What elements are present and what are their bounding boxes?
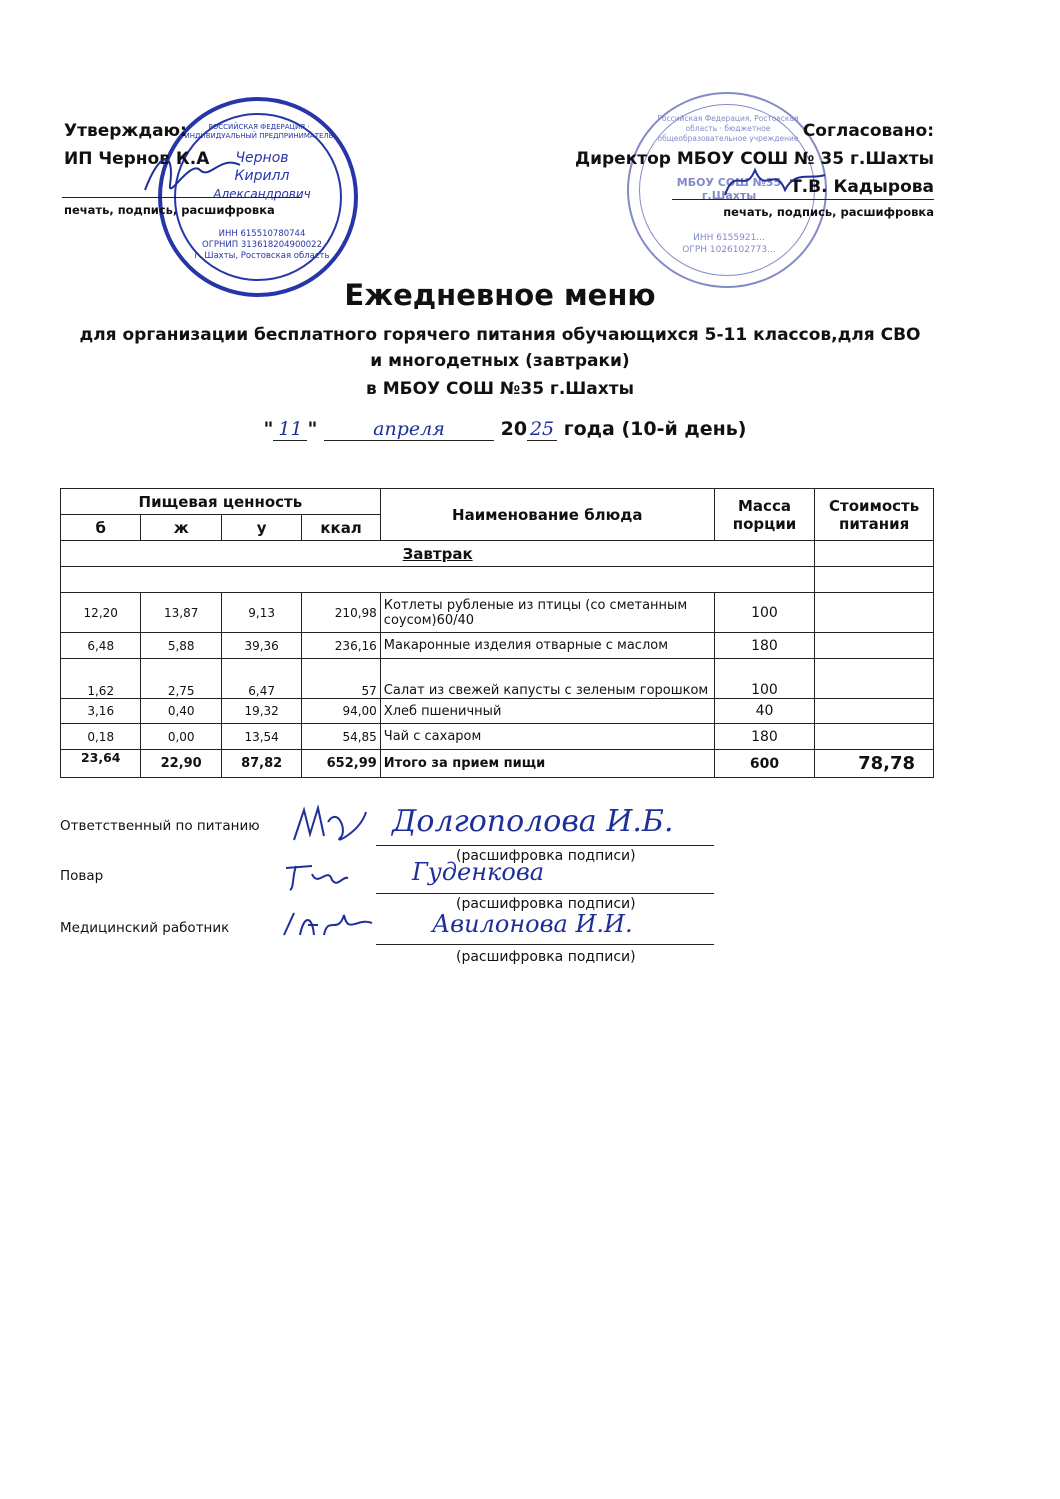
subtitle-line1: для организации бесплатного горячего питания обучающихся 5-11 классов,для СВО xyxy=(79,325,921,345)
cell-b: 3,16 xyxy=(61,699,141,724)
responsible-handwritten: Долгополова И.Б. xyxy=(392,804,674,839)
header-cost-line1: Стоимость xyxy=(829,496,920,515)
cell-mass: 180 xyxy=(714,633,815,659)
responsible-signature xyxy=(290,802,370,847)
cell-dish: Котлеты рубленые из птицы (со сметанным соусом)60/40 xyxy=(380,593,714,633)
subtitle-line3: в МБОУ СОШ №35 г.Шахты xyxy=(366,379,634,399)
total-zh: 22,90 xyxy=(141,750,221,778)
date-tail: года (10-й день) xyxy=(563,418,747,440)
stamp-left-line3: Александрович xyxy=(213,187,311,201)
cook-line xyxy=(376,893,714,894)
header-b: б xyxy=(61,515,141,541)
cell-mass: 40 xyxy=(714,699,815,724)
agree-signature xyxy=(720,160,830,205)
header-cost xyxy=(815,489,934,541)
responsible-label: Ответственный по питанию xyxy=(60,818,260,834)
date-year-prefix: 20 xyxy=(500,418,528,440)
stamp-left-line1: Чернов xyxy=(235,150,289,166)
date-quote-open: " xyxy=(263,418,274,440)
cell-b: 6,48 xyxy=(61,633,141,659)
stamp-left-line2: Кирилл xyxy=(234,168,290,184)
cell-cost xyxy=(815,699,934,724)
header-kcal: ккал xyxy=(302,515,380,541)
cell-kcal: 94,00 xyxy=(302,699,380,724)
cell-b: 1,62 xyxy=(61,659,141,699)
cell-b: 12,20 xyxy=(61,593,141,633)
medic-label: Медицинский работник xyxy=(60,920,230,936)
cell-zh: 0,00 xyxy=(141,724,221,750)
header-mass-line1: Масса xyxy=(738,496,791,515)
cell-cost xyxy=(815,659,934,699)
page-title: Ежедневное меню xyxy=(344,278,656,312)
agree-title: Согласовано: xyxy=(802,121,934,141)
total-kcal: 652,99 xyxy=(302,750,380,778)
stamp-right-ogrn: ОГРН 1026102773... xyxy=(682,245,776,255)
header-dish-name: Наименование блюда xyxy=(380,489,714,541)
approve-title: Утверждаю: xyxy=(64,121,187,141)
cell-dish: Салат из свежей капусты с зеленым горошком xyxy=(380,659,714,699)
header-zh: ж xyxy=(141,515,221,541)
cell-cost xyxy=(815,593,934,633)
cell-zh: 13,87 xyxy=(141,593,221,633)
cell-cost xyxy=(815,633,934,659)
agree-position: Директор МБОУ СОШ № 35 г.Шахты xyxy=(574,149,934,169)
cell-mass: 100 xyxy=(714,593,815,633)
cook-signature xyxy=(282,858,352,893)
cell-b: 0,18 xyxy=(61,724,141,750)
cell-dish: Хлеб пшеничный xyxy=(380,699,714,724)
responsible-line xyxy=(376,845,714,846)
total-cost: 78,78 xyxy=(815,750,934,778)
empty-row xyxy=(61,567,815,593)
table-row xyxy=(61,699,934,724)
medic-caption: (расшифровка подписи) xyxy=(456,949,636,965)
header-u: у xyxy=(221,515,301,541)
stamp-left-inn: ИНН 615510780744 xyxy=(218,229,306,239)
total-label: Итого за прием пищи xyxy=(380,750,714,778)
subtitle-line2: и многодетных (завтраки) xyxy=(370,351,630,371)
stamp-left-ogrn: ОГРНИП 313618204900022 xyxy=(202,240,322,250)
empty-cell xyxy=(815,567,934,593)
total-b: 23,64 xyxy=(61,750,141,778)
cell-cost xyxy=(815,724,934,750)
header-mass-line2: порции xyxy=(732,514,797,533)
header-cost-line2: питания xyxy=(839,514,910,533)
responsible-caption: (расшифровка подписи) xyxy=(456,848,636,864)
cell-zh: 5,88 xyxy=(141,633,221,659)
medic-line xyxy=(376,944,714,945)
cell-mass: 100 xyxy=(714,659,815,699)
cell-dish: Чай с сахаром xyxy=(380,724,714,750)
date-day: 11 xyxy=(273,418,307,441)
cell-kcal: 236,16 xyxy=(302,633,380,659)
header-mass xyxy=(714,489,815,541)
empty-cell xyxy=(815,541,934,567)
approve-caption: печать, подпись, расшифровка xyxy=(64,203,275,217)
cell-kcal: 210,98 xyxy=(302,593,380,633)
cell-u: 9,13 xyxy=(221,593,301,633)
cell-u: 19,32 xyxy=(221,699,301,724)
menu-table xyxy=(60,488,934,778)
stamp-right-inn: ИНН 6155921... xyxy=(693,233,765,243)
approve-signature xyxy=(140,140,250,210)
date-month: апреля xyxy=(324,418,494,441)
total-mass: 600 xyxy=(714,750,815,778)
stamp-right-center: МБОУ СОШ №35 г.Шахты xyxy=(676,176,782,202)
table-row xyxy=(61,659,934,699)
cell-zh: 0,40 xyxy=(141,699,221,724)
cook-label: Повар xyxy=(60,868,104,884)
cell-mass: 180 xyxy=(714,724,815,750)
stamp-right-outer: Российская Федерация, Ростовская область · бюджетное общеобразовательное учреждение xyxy=(657,114,799,143)
date-quote-close: " xyxy=(307,418,318,440)
stamp-left-outer: РОССИЙСКАЯ ФЕДЕРАЦИЯ · ИНДИВИДУАЛЬНЫЙ ПРЕДПРИНИМАТЕЛЬ xyxy=(184,123,334,140)
cell-kcal: 57 xyxy=(302,659,380,699)
cell-zh: 2,75 xyxy=(141,659,221,699)
medic-handwritten: Авилонова И.И. xyxy=(432,910,633,938)
date-line xyxy=(0,418,1010,441)
cell-u: 13,54 xyxy=(221,724,301,750)
date-year-suffix: 25 xyxy=(527,418,557,441)
cell-u: 6,47 xyxy=(221,659,301,699)
cell-u: 39,36 xyxy=(221,633,301,659)
approve-name: ИП Чернов К.А xyxy=(64,149,210,169)
cell-dish: Макаронные изделия отварные с маслом xyxy=(380,633,714,659)
agree-caption: печать, подпись, расшифровка xyxy=(723,205,934,219)
medic-signature xyxy=(278,905,378,943)
cook-caption: (расшифровка подписи) xyxy=(456,896,636,912)
stamp-left-bottom: г. Шахты, Ростовская область xyxy=(194,251,330,261)
header-nutrition: Пищевая ценность xyxy=(61,489,381,515)
table-row xyxy=(61,593,934,633)
agree-name: Т.В. Кадырова xyxy=(790,177,934,197)
table-row xyxy=(61,633,934,659)
cell-kcal: 54,85 xyxy=(302,724,380,750)
total-row xyxy=(61,750,934,778)
section-breakfast: Завтрак xyxy=(61,541,815,567)
cook-handwritten: Гуденкова xyxy=(412,858,545,886)
table-row xyxy=(61,724,934,750)
total-u: 87,82 xyxy=(221,750,301,778)
